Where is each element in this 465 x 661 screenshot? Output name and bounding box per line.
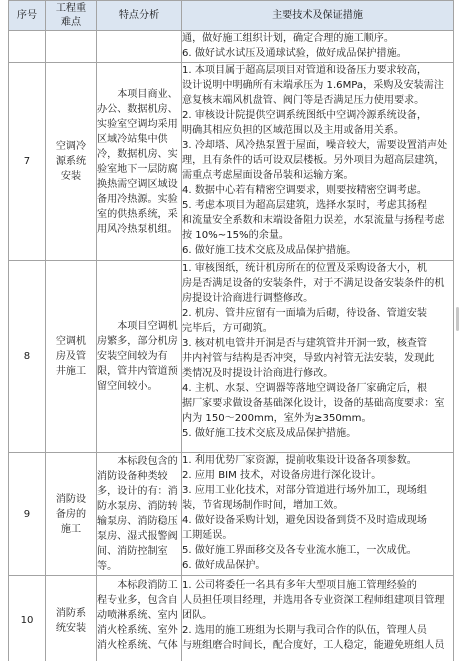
analysis-line: 动喷淋系统、室内 [97, 610, 178, 621]
measure-line: 1. 利用优势厂家资源，提前收集设计设备各项参数。 [182, 455, 417, 466]
measure-line: 装，节省现场制作时间，增加工效。 [182, 500, 344, 511]
measure-line: 5. 做好施工技术交底及成品保护措施。 [182, 428, 357, 439]
measure-line: 1. 审核图纸，统计机房所在的位置及采购设备大小，机 [182, 263, 427, 274]
row-number: 10 [20, 615, 34, 626]
analysis-line: 程专业多，包含自 [97, 595, 178, 606]
cell-analysis [97, 63, 182, 261]
analysis-line: 房繁多，部分机房 [97, 336, 178, 347]
measure-line: 与班组磨合时间长，配合度好，工人稳定，能避免班组人员 [182, 640, 445, 651]
analysis-line: 消火栓系统、气体 [97, 640, 178, 651]
header-number-label: 序号 [16, 9, 38, 21]
difficulty-label: 空调冷源系统安装 [55, 141, 87, 182]
measure-line: 2. 审核设计院提供空调系统图纸中空调冷源系统设备， [182, 110, 427, 121]
analysis-line: 本标段消防工 [117, 580, 178, 591]
measure-line: 意复核末端风机盘管、阀门等是否满足压力使用要求。 [182, 95, 425, 106]
measure-line: 工期延误。 [182, 530, 233, 541]
table-row [9, 261, 454, 453]
measure-line: 2. 选用的施工班组为长期与我司合作的队伍，管理人员 [182, 625, 427, 636]
cell-difficulty [46, 261, 97, 453]
measure-line: 设计说明中明确所有末端承压为 1.6MPa，采购及安装需注 [182, 80, 444, 91]
cell-difficulty [46, 453, 97, 576]
cell-number [9, 63, 46, 261]
row-number: 8 [23, 351, 31, 362]
table-body [9, 31, 454, 661]
analysis-line: 备用冷热源。实验 [97, 193, 178, 205]
cell-number [9, 453, 46, 576]
header-row [9, 1, 454, 31]
measure-line: 团队。 [182, 610, 213, 621]
analysis-line: 等。 [97, 561, 118, 572]
cell-difficulty [46, 31, 97, 63]
table-header [9, 1, 454, 31]
cell-analysis [97, 576, 182, 661]
measure-line: 2. 应用 BIM 技术，对设备房进行深化设计。 [182, 470, 382, 481]
analysis-line: 间、消防控制室 [97, 546, 168, 557]
analysis-line: 本项目空调机 [117, 321, 178, 332]
analysis-line: 留空间较小。 [97, 381, 158, 392]
measure-line: 6. 做好成品保护。 [182, 560, 266, 571]
analysis-line: 冷，数据机房、实 [97, 148, 178, 160]
measure-line: 6. 做好施工技术交底及成品保护措施。 [182, 245, 357, 256]
analysis-line: 室的供热系统，采 [97, 208, 178, 220]
measure-line: 房是否满足设备的安装条件，对于不满足设备安装条件的机 [182, 278, 445, 289]
measure-line: 5. 做好施工界面移交及各专业流水施工，一次成优。 [182, 545, 417, 556]
analysis-line: 本标段包含的 [117, 456, 178, 467]
analysis-line: 消防设备种类较 [97, 471, 168, 482]
analysis-line: 本项目商业、 [117, 88, 178, 100]
header-measures [182, 1, 454, 31]
measure-line: 和流量安全系数和末端设备阻力误差，水泵流量与扬程考虑 [182, 215, 445, 226]
analysis-line: 办公、数据机房、 [97, 103, 178, 115]
row-number: 7 [23, 156, 31, 167]
header-item-label: 工程重难点 [55, 2, 87, 28]
header-number [9, 1, 46, 31]
header-measures-label: 主要技术及保证措施 [272, 9, 363, 21]
measure-line: 通，做好施工组织计划，确定合理的施工顺序。 [182, 33, 394, 44]
measure-line: 井内衬管与结构是否冲突，导致内衬管无法安装，发现此 [182, 353, 435, 364]
cell-number [9, 261, 46, 453]
cell-measures [182, 453, 454, 576]
measure-line: 据厂家要求做设备基础深化设计，设备的基础高度要求：室 [182, 398, 445, 409]
cell-measures [182, 31, 454, 63]
measure-line: 内为 150～200mm，室外为≥350mm。 [182, 413, 372, 424]
header-item [46, 1, 97, 31]
cell-analysis [97, 31, 182, 63]
difficulty-label: 消防系统安装 [55, 607, 87, 634]
analysis-line: 泵房、湿式报警阀 [97, 531, 178, 542]
measure-line: 5. 考虑本项目为超高层建筑，选择水泵时，考虑其扬程 [182, 200, 427, 211]
header-analysis-label: 特点分析 [118, 9, 160, 21]
cell-measures [182, 261, 454, 453]
cell-analysis [97, 453, 182, 576]
measure-line: 2. 机房、管井应留有一面墙为后砌，待设备、管道安装 [182, 308, 427, 319]
measure-line: 按 10%~15%的余量。 [182, 230, 290, 241]
measure-line: 4. 主机、水泵、空调器等落地空调设备厂家确定后，根 [182, 383, 427, 394]
table-row [9, 31, 454, 63]
analysis-line: 用风冷热泵机组。 [97, 223, 178, 235]
header-analysis [97, 1, 182, 31]
analysis-line: 换热需空调区域设 [97, 178, 178, 190]
difficulty-label: 空调机房及管井施工 [55, 336, 87, 377]
difficulty-label: 消防设备房的施工 [55, 493, 87, 535]
table-row [9, 576, 454, 661]
analysis-line: 安装空间较为有 [97, 351, 168, 362]
scrollbar-thumb[interactable] [456, 307, 459, 331]
measure-line: 3. 冷却塔、风冷热泵置于屋面，噪音较大，需要设置消声处 [182, 140, 448, 151]
cell-difficulty [46, 63, 97, 261]
cell-analysis [97, 261, 182, 453]
analysis-line: 验室地下一层防腐 [97, 163, 178, 175]
measure-line: 完毕后，方可砌筑。 [182, 323, 273, 334]
measure-line: 房提设计洽商进行调整修改。 [182, 293, 314, 304]
measure-line: 3. 应用工业化技术，对部分管道进行场外加工，现场组 [182, 485, 427, 496]
measure-line: 1. 本项目属于超高层项目对管道和设备压力要求较高， [182, 65, 427, 76]
measure-line: 类情况及时提设计洽商进行修改。 [182, 368, 334, 379]
analysis-line: 输泵房、消防稳压 [97, 516, 178, 527]
cell-number [9, 31, 46, 63]
cell-measures [182, 576, 454, 661]
measure-line: 3. 核对机电管井开洞是否与建筑管井开洞一致，核查管 [182, 338, 427, 349]
cell-number [9, 576, 46, 661]
analysis-line: 多，设计的有：消 [97, 486, 178, 497]
table-row [9, 63, 454, 261]
measure-line: 1. 公司将委任一名具有多年大型项目施工管理经验的 [182, 580, 417, 591]
analysis-line: 区域冷站集中供 [97, 133, 168, 145]
measure-line: 人员担任项目经理，并选用各专业资深工程师组建项目管理 [182, 595, 445, 606]
cell-measures [182, 63, 454, 261]
construction-measures-table [8, 0, 454, 661]
measure-line: 4. 做好设备采购计划，避免因设备到货不及时造成现场 [182, 515, 427, 526]
analysis-line: 消火栓系统、室外 [97, 625, 178, 636]
analysis-line: 实验室空调均采用 [97, 118, 178, 130]
measure-line: 需重点考虑屋面设备吊装和运输方案。 [182, 170, 354, 181]
table-row [9, 453, 454, 576]
measure-line: 6. 做好试水试压及通球试验，做好成品保护措施。 [182, 48, 407, 59]
measure-line: 4. 数据中心若有精密空调要求，则要按精密空调考虑。 [182, 185, 427, 196]
analysis-line: 防水泵房、消防转 [97, 501, 178, 512]
measure-line: 理，且有条件的话可设双层楼板。另外项目为超高层建筑， [182, 155, 445, 166]
measure-line: 明确其相应负担的区域范围以及主用或备用关系。 [182, 125, 405, 136]
analysis-line: 限，管井内管道预 [97, 366, 178, 377]
cell-difficulty [46, 576, 97, 661]
row-number: 9 [23, 508, 31, 520]
